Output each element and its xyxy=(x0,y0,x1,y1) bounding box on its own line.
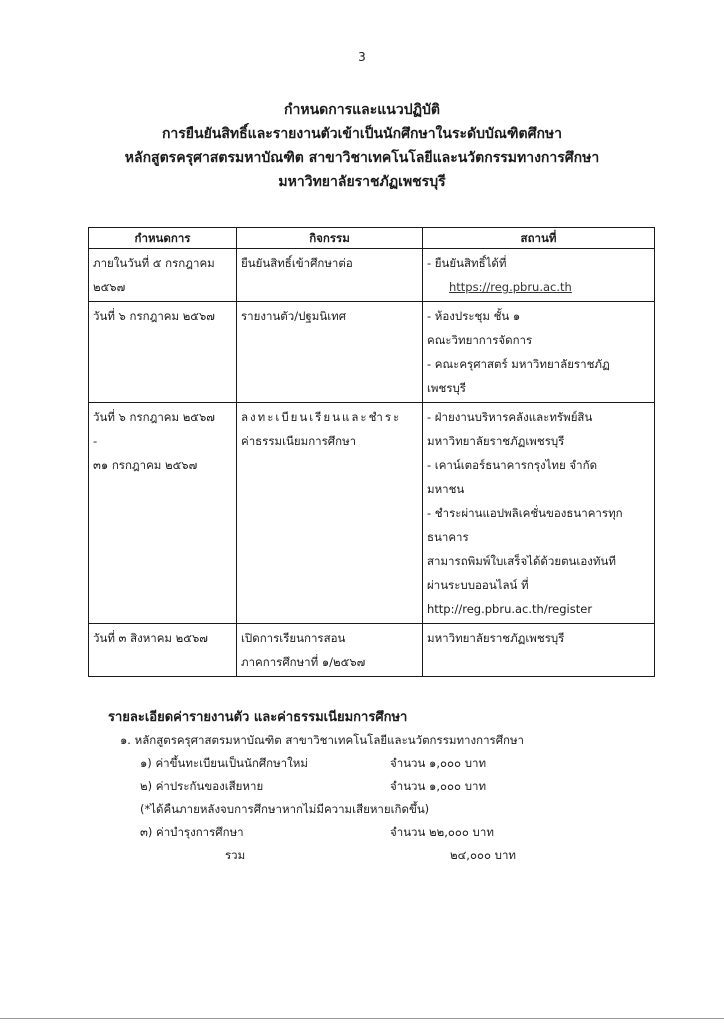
fee-item xyxy=(120,821,540,844)
cell-text: ๓๑ กรกฎาคม ๒๕๖๗ xyxy=(93,458,198,472)
header-schedule: กำหนดการ xyxy=(89,228,237,249)
date-cell xyxy=(89,403,237,624)
activity-cell xyxy=(237,624,423,677)
activity-cell xyxy=(237,403,423,624)
program-name: ๑. หลักสูตรครุศาสตรมหาบัณฑิต สาขาวิชาเทคโนโลยีและนวัตกรรมทางการศึกษา xyxy=(120,733,525,747)
cell-text: ยืนยันสิทธิ์เข้าศึกษาต่อ xyxy=(241,256,353,270)
cell-text: - ชำระผ่านแอปพลิเคชั่นของธนาคารทุก xyxy=(427,506,623,520)
cell-text: วันที่ ๖ กรกฎาคม ๒๕๖๗ xyxy=(93,309,215,323)
document-title xyxy=(60,98,664,194)
cell-text: มหาชน xyxy=(427,482,465,496)
fee-item xyxy=(120,752,540,775)
table-header-row xyxy=(89,228,655,249)
total-label: รวม xyxy=(225,848,246,862)
fee-note-text: (*ได้คืนภายหลังจบการศึกษาหากไม่มีความเสียหายเกิดขึ้น) xyxy=(140,802,430,816)
fees-section-title: รายละเอียดค่ารายงานตัว และค่าธรรมเนียมการศึกษา xyxy=(108,710,408,725)
cell-text: วันที่ ๖ กรกฎาคม ๒๕๖๗ xyxy=(93,410,215,424)
fee-note xyxy=(120,798,540,821)
cell-text: - เคาน์เตอร์ธนาคารกรุงไทย จำกัด xyxy=(427,458,598,472)
title-line-3: หลักสูตรครุศาสตรมหาบัณฑิต สาขาวิชาเทคโนโลยีและนวัตกรรมทางการศึกษา xyxy=(124,150,600,166)
table-row xyxy=(89,249,655,302)
date-cell xyxy=(89,624,237,677)
cell-text: ค่าธรรมเนียมการศึกษา xyxy=(241,434,357,448)
title-line-1: กำหนดการและแนวปฏิบัติ xyxy=(284,102,440,118)
program-line xyxy=(120,729,540,752)
cell-text: มหาวิทยาลัยราชภัฏเพชรบุรี xyxy=(427,631,565,645)
cell-text: ธนาคาร xyxy=(427,530,469,544)
cell-text: สามารถพิมพ์ใบเสร็จได้ด้วยตนเองทันที xyxy=(427,554,616,568)
cell-text: ภายในวันที่ ๕ กรกฎาคม xyxy=(93,256,215,270)
fee-amount: จำนวน ๒๒,๐๐๐ บาท xyxy=(390,825,494,839)
date-cell xyxy=(89,302,237,403)
table-row xyxy=(89,403,655,624)
place-cell xyxy=(423,624,655,677)
fee-amount: จำนวน ๑,๐๐๐ บาท xyxy=(390,756,487,770)
fee-total xyxy=(120,844,540,867)
title-line-2: การยืนยันสิทธิ์และรายงานตัวเข้าเป็นนักศึกษาในระดับบัณฑิตศึกษา xyxy=(161,126,563,142)
page-bottom-rule xyxy=(0,1018,724,1019)
activity-cell xyxy=(237,302,423,403)
cell-text: มหาวิทยาลัยราชภัฏเพชรบุรี xyxy=(427,434,565,448)
title-line-4: มหาวิทยาลัยราชภัฏเพชรบุรี xyxy=(278,174,446,190)
cell-text: วันที่ ๓ สิงหาคม ๒๕๖๗ xyxy=(93,631,208,645)
register-url[interactable]: http://reg.pbru.ac.th/register xyxy=(427,602,593,616)
cell-text: ผ่านระบบออนไลน์ ที่ xyxy=(427,578,529,592)
cell-text: ลงทะเบียนเรียนและชำระ xyxy=(241,410,402,424)
cell-text: เพชรบุรี xyxy=(427,381,466,395)
fee-label: ๓) ค่าบำรุงการศึกษา xyxy=(140,825,244,839)
header-activity: กิจกรรม xyxy=(237,228,423,249)
place-cell xyxy=(423,403,655,624)
page-number: 3 xyxy=(358,50,366,64)
cell-text: รายงานตัว/ปฐมนิเทศ xyxy=(241,309,347,323)
cell-text: ๒๕๖๗ xyxy=(93,280,126,294)
place-cell xyxy=(423,249,655,302)
fee-item xyxy=(120,775,540,798)
fees-list xyxy=(120,729,540,867)
table-row xyxy=(89,302,655,403)
date-cell xyxy=(89,249,237,302)
cell-text: ภาคการศึกษาที่ ๑/๒๕๖๗ xyxy=(241,655,366,669)
cell-text: - ยืนยันสิทธิ์ได้ที่ xyxy=(427,256,507,270)
cell-text: - ฝ่ายงานบริหารคลังและทรัพย์สิน xyxy=(427,410,593,424)
cell-text: เปิดการเรียนการสอน xyxy=(241,631,346,645)
cell-text: - ห้องประชุม ชั้น ๑ xyxy=(427,309,521,323)
place-cell xyxy=(423,302,655,403)
cell-text: - xyxy=(93,434,98,448)
fee-amount: จำนวน ๑,๐๐๐ บาท xyxy=(390,779,487,793)
table-row xyxy=(89,624,655,677)
header-place: สถานที่ xyxy=(423,228,655,249)
total-amount: ๒๔,๐๐๐ บาท xyxy=(450,848,516,862)
fee-label: ๒) ค่าประกันของเสียหาย xyxy=(140,779,264,793)
cell-text: - คณะครุศาสตร์ มหาวิทยาลัยราชภัฏ xyxy=(427,357,610,371)
fee-label: ๑) ค่าขึ้นทะเบียนเป็นนักศึกษาใหม่ xyxy=(140,756,308,770)
cell-text: คณะวิทยาการจัดการ xyxy=(427,333,533,347)
activity-cell xyxy=(237,249,423,302)
schedule-table xyxy=(88,227,655,677)
registration-link[interactable]: https://reg.pbru.ac.th xyxy=(449,280,572,294)
